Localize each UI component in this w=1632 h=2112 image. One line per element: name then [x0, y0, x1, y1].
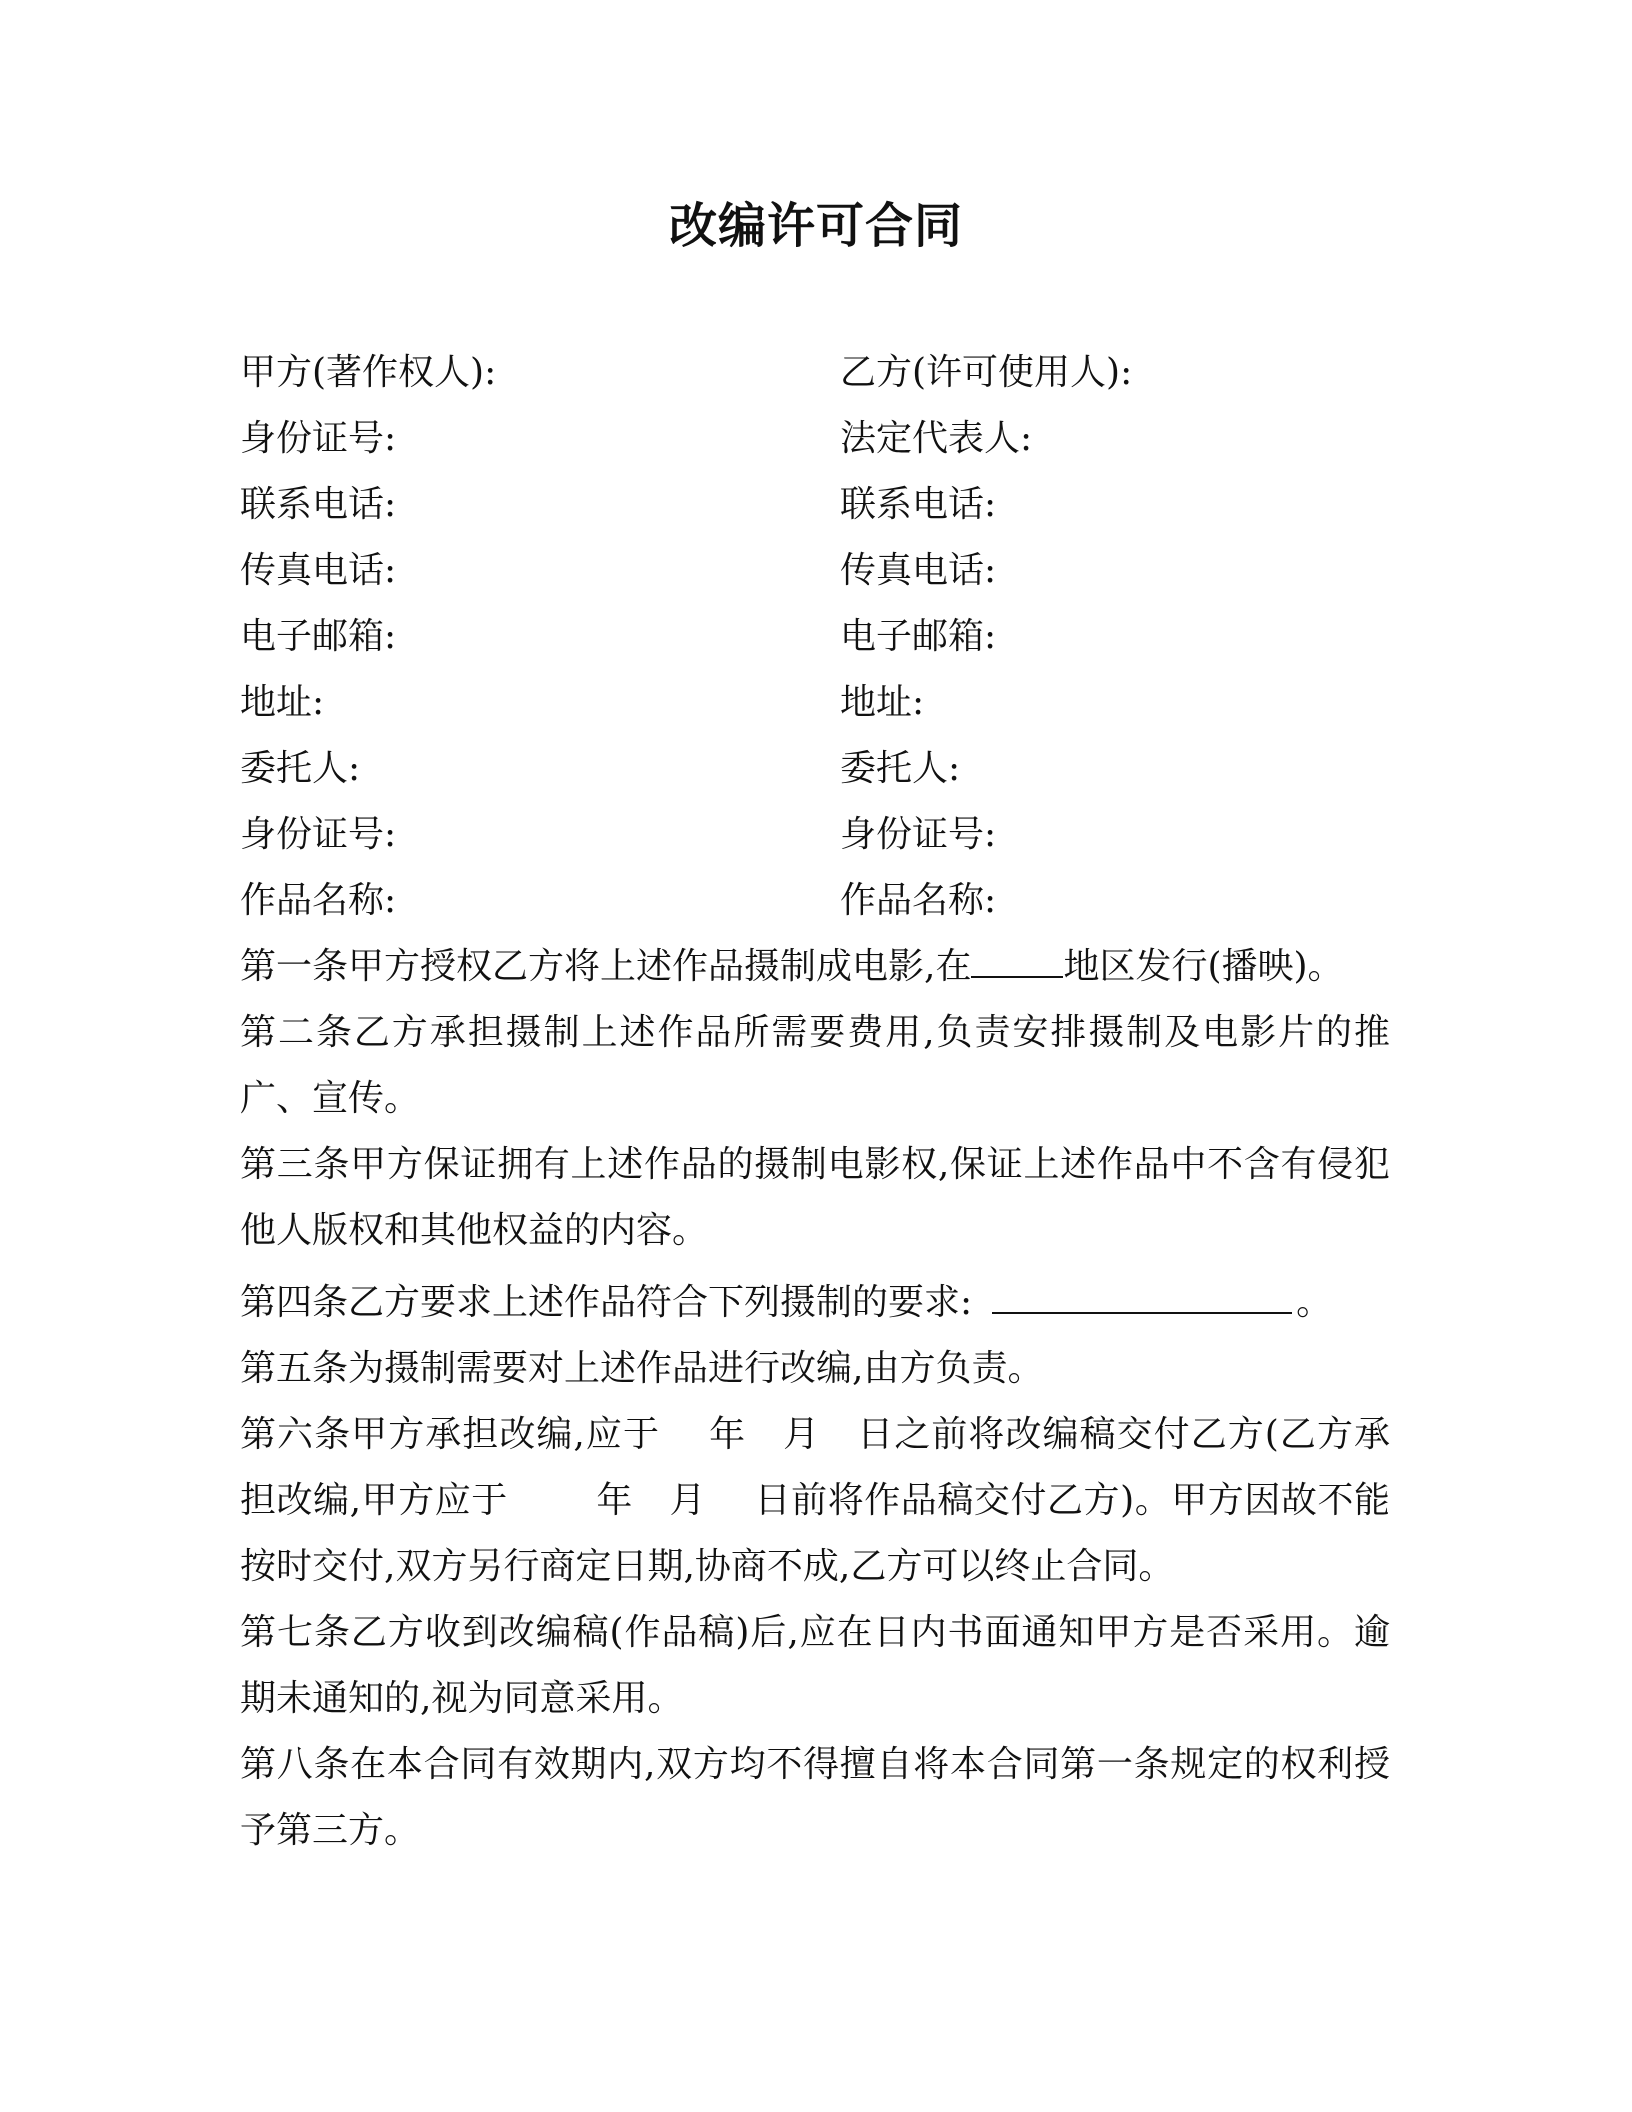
clause-1-text-end: 地区发行(播映)。: [1063, 946, 1344, 987]
party-row: [240, 538, 1400, 604]
document-title: 改编许可合同: [668, 198, 963, 254]
party-a-work-title-label: 作品名称:: [240, 880, 397, 921]
party-b-agent-label: 委托人:: [840, 748, 961, 789]
clause-2: 第二条乙方承担摄制上述作品所需要费用,负责安排摄制及电影片的推广、宣传。: [240, 1012, 1390, 1119]
party-a-address-label: 地址:: [240, 682, 325, 723]
party-row: [240, 802, 1400, 868]
party-b-fax-label: 传真电话:: [840, 550, 997, 591]
clause-1-text: 第一条甲方授权乙方将上述作品摄制成电影,在: [240, 946, 972, 987]
clause-1: [240, 928, 1390, 1000]
party-b-phone-label: 联系电话:: [840, 484, 997, 525]
clause-6-year: 年: [708, 1414, 747, 1455]
clause-5: 第五条为摄制需要对上述作品进行改编,由方负责。: [240, 1348, 1044, 1389]
party-a-phone-label: 联系电话:: [240, 484, 397, 525]
party-b-address-label: 地址:: [840, 682, 925, 723]
clause-3: 第三条甲方保证拥有上述作品的摄制电影权,保证上述作品中不含有侵犯他人版权和其他权益的内容。: [240, 1144, 1390, 1251]
party-b-email-label: 电子邮箱:: [840, 616, 997, 657]
party-b-label: 乙方(许可使用人):: [840, 352, 1133, 393]
party-a-id-label: 身份证号:: [240, 418, 397, 459]
party-row: [240, 670, 1400, 736]
party-row: [240, 472, 1400, 538]
region-blank: [971, 928, 1063, 978]
party-row: [240, 868, 1400, 934]
clause-6-text: 第六条甲方承担改编,应于: [240, 1414, 661, 1455]
clauses-block: [240, 928, 1390, 1864]
requirements-blank: [992, 1264, 1292, 1314]
clause-6: [240, 1402, 1390, 1600]
clause-6-month: 月: [782, 1414, 821, 1455]
clause-6-text-2: 日之前将改编稿交付乙方(乙方承担改编,甲方应于: [240, 1414, 1390, 1521]
clause-8: 第八条在本合同有效期内,双方均不得擅自将本合同第一条规定的权利授予第三方。: [240, 1744, 1390, 1851]
party-a-agent-id-label: 身份证号:: [240, 814, 397, 855]
party-b-representative-label: 法定代表人:: [840, 418, 1033, 459]
clause-4-text: 第四条乙方要求上述作品符合下列摄制的要求:: [240, 1282, 973, 1323]
party-a-fax-label: 传真电话:: [240, 550, 397, 591]
party-row: [240, 406, 1400, 472]
clause-6-year-2: 年: [595, 1480, 633, 1521]
party-row: [240, 604, 1400, 670]
clause-4-text-end: 。: [1296, 1282, 1333, 1323]
party-a-email-label: 电子邮箱:: [240, 616, 397, 657]
clause-4: [240, 1264, 1390, 1336]
party-a-label: 甲方(著作权人):: [240, 352, 497, 393]
party-b-work-title-label: 作品名称:: [840, 880, 997, 921]
clause-7: 第七条乙方收到改编稿(作品稿)后,应在日内书面通知甲方是否采用。逾期未通知的,视为同意采用。: [240, 1612, 1390, 1719]
party-a-agent-label: 委托人:: [240, 748, 361, 789]
clause-6-month-2: 月: [668, 1480, 707, 1521]
party-row: [240, 736, 1400, 802]
party-info-block: [240, 340, 1400, 934]
clause-6-text-3: 日前将作品稿交付乙方)。甲方因故不能按时交付,双方另行商定日期,协商不成,乙方可以终止合同。: [240, 1480, 1390, 1587]
party-b-agent-id-label: 身份证号:: [840, 814, 997, 855]
party-row: [240, 340, 1400, 406]
